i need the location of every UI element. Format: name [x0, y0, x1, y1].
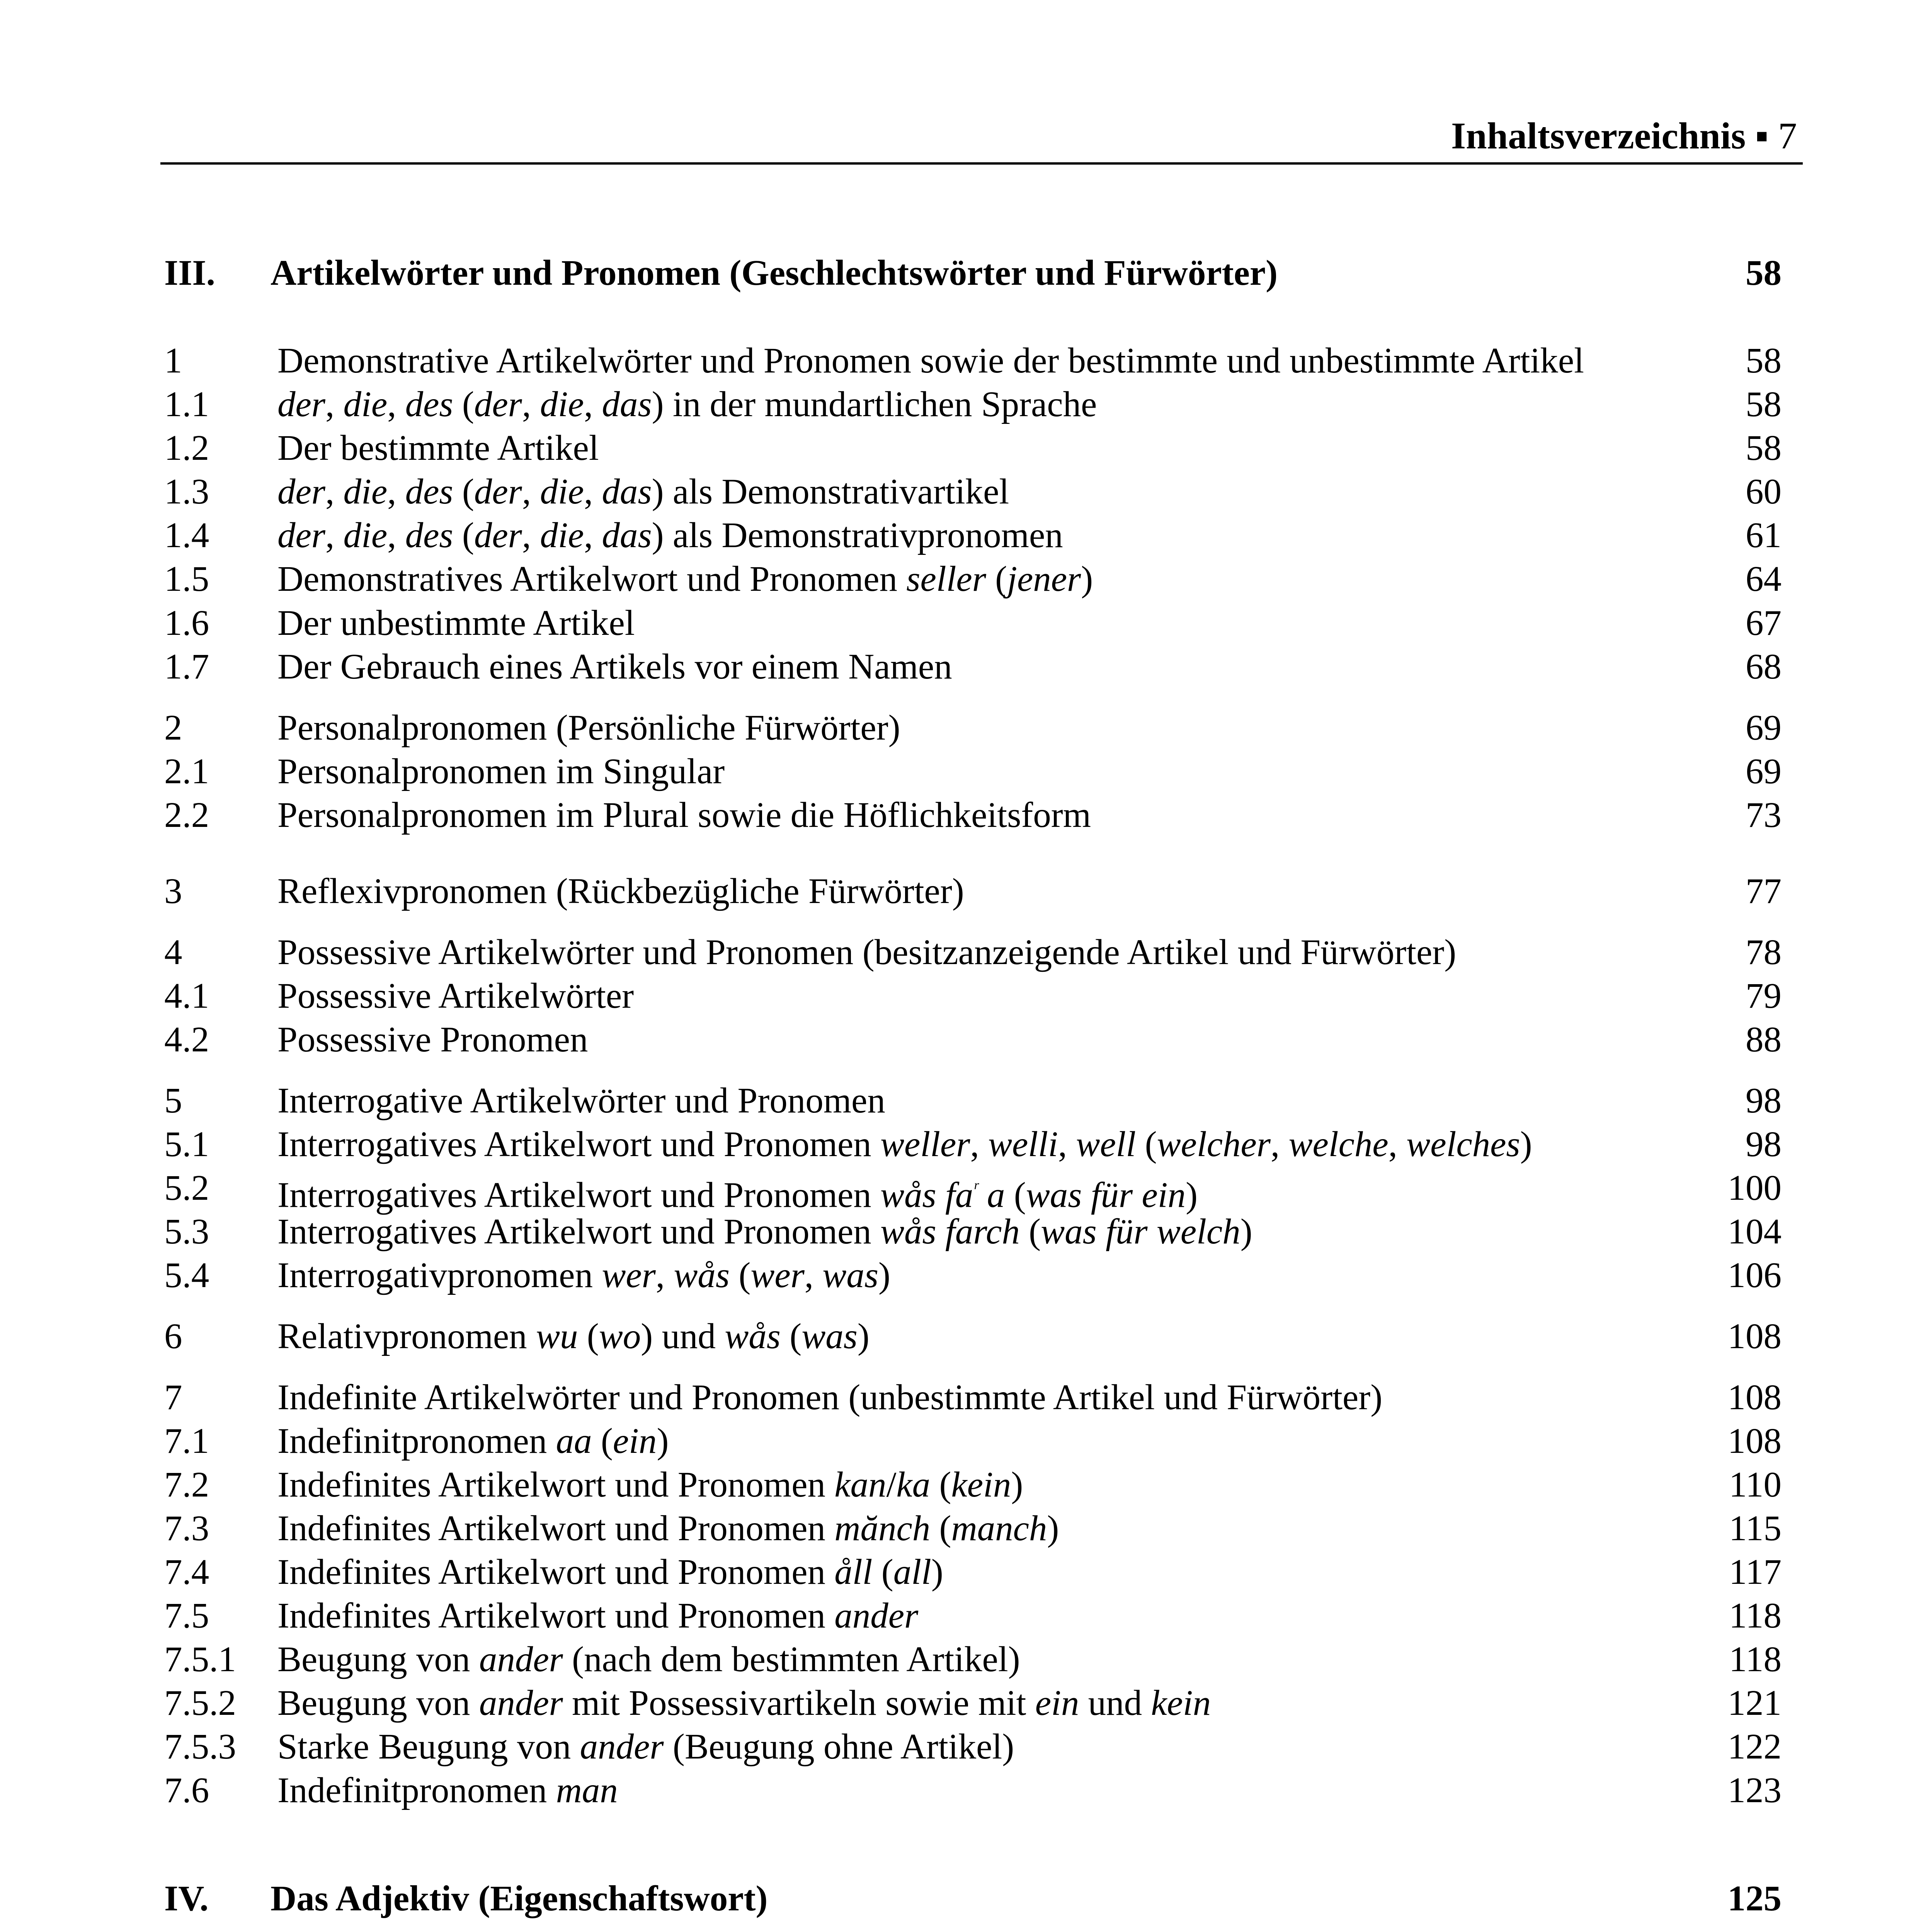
toc-page-number: 108: [1727, 1378, 1782, 1417]
toc-title-text: Indefinites Artikelwort und Pronomen: [277, 1509, 835, 1548]
toc-title-text: (: [453, 472, 474, 512]
toc-number: 1.2: [164, 428, 209, 468]
toc-page-number: 58: [1746, 384, 1782, 424]
toc-title-italic: des: [405, 515, 453, 555]
toc-title-text: Relativpronomen: [277, 1316, 536, 1356]
toc-title-text: (: [578, 1316, 599, 1356]
toc-title-text: ,: [387, 384, 405, 424]
toc-number: 6: [164, 1316, 182, 1356]
toc-number: 5.1: [164, 1124, 209, 1164]
toc-title: [277, 793, 1091, 837]
toc-title-text: ): [657, 1421, 669, 1461]
toc-title-italic: ein: [613, 1421, 657, 1461]
toc-title: [277, 1638, 1020, 1682]
toc-title: [277, 1122, 1532, 1167]
toc-page-number: 108: [1727, 1316, 1782, 1356]
toc-title-text: Interrogatives Artikelwort und Pronomen: [277, 1124, 881, 1164]
toc-page-number: 104: [1727, 1212, 1782, 1252]
toc-number: 4.2: [164, 1020, 209, 1060]
toc-title-text: ) als Demonstrativpronomen: [652, 515, 1063, 555]
toc-entry: [0, 383, 1916, 427]
toc-number: 2.1: [164, 752, 209, 791]
page-number: 7: [1778, 115, 1797, 157]
toc-title-text: Indefinites Artikelwort und Pronomen: [277, 1552, 835, 1592]
toc-title-italic: kan: [834, 1465, 887, 1505]
toc-entry: [0, 869, 1916, 913]
toc-title-text: /: [886, 1465, 897, 1505]
toc-title-text: Indefinites Artikelwort und Pronomen: [277, 1596, 835, 1636]
toc-title-text: Interrogatives Artikelwort und Pronomen: [277, 1175, 881, 1215]
toc-title: [277, 1507, 1059, 1551]
toc-title-text: ,: [325, 515, 344, 555]
toc-title-italic: was: [801, 1316, 858, 1356]
toc-entry: [0, 1769, 1916, 1813]
toc-title-italic: wås: [725, 1316, 781, 1356]
toc-title-italic: der: [474, 384, 522, 424]
toc-title-text: Personalpronomen im Plural sowie die Höflichkeitsform: [277, 795, 1091, 835]
toc-number: 7.5.3: [164, 1727, 236, 1767]
toc-section-heading: [0, 1877, 1916, 1921]
toc-number: 7.5.1: [164, 1639, 236, 1679]
toc-title: [277, 470, 1009, 514]
toc-title-text: Possessive Artikelwörter: [277, 976, 634, 1016]
toc-title-text: ): [931, 1552, 943, 1592]
toc-title-text: ) in der mundartlichen Sprache: [652, 384, 1097, 424]
toc-number: 7.1: [164, 1421, 209, 1461]
toc-title-text: (: [1005, 1175, 1026, 1215]
toc-entry: [0, 750, 1916, 794]
toc-page-number: 122: [1727, 1727, 1782, 1767]
toc-title-text: (: [930, 1509, 951, 1548]
toc-title-text: ,: [804, 1255, 823, 1295]
toc-number: 1: [164, 341, 182, 381]
toc-entry: [0, 514, 1916, 558]
toc-title-italic: wås fa: [880, 1175, 973, 1215]
toc-title: [277, 557, 1093, 601]
toc-entry: [0, 1315, 1916, 1359]
toc-entry: [0, 1079, 1916, 1123]
toc-number: 7: [164, 1378, 182, 1417]
toc-title-italic: die: [540, 384, 584, 424]
toc-entry: [0, 706, 1916, 750]
toc-title-italic: der: [474, 515, 522, 555]
toc-title: [277, 426, 599, 470]
toc-title-text: ,: [387, 515, 405, 555]
running-head-separator: ▪: [1755, 115, 1769, 157]
toc-number: 7.2: [164, 1465, 209, 1505]
toc-title: [271, 251, 1278, 295]
toc-title-italic: welches: [1406, 1124, 1520, 1164]
toc-title-text: ): [1047, 1509, 1059, 1548]
toc-title-text: Das Adjektiv (Eigenschaftswort): [271, 1879, 768, 1918]
toc-title-text: (nach dem bestimmten Artikel): [563, 1639, 1020, 1679]
toc-title-italic: man: [556, 1770, 618, 1810]
toc-title-text: ,: [522, 515, 540, 555]
toc-title-text: (: [930, 1465, 951, 1505]
toc-page-number: 110: [1729, 1465, 1782, 1505]
toc-title-italic: aa: [556, 1421, 592, 1461]
toc-title: [277, 1681, 1211, 1725]
toc-title-text: ): [1520, 1124, 1532, 1164]
toc-title-text: Indefinitpronomen: [277, 1421, 556, 1461]
toc-page-number: 98: [1746, 1124, 1782, 1164]
toc-title: [277, 869, 964, 913]
toc-title-italic: mănch: [834, 1509, 931, 1548]
toc-title-text: und: [1079, 1683, 1151, 1723]
toc-page-number: 125: [1727, 1879, 1782, 1918]
toc-title-italic: was für welch: [1041, 1212, 1240, 1252]
toc-title-italic: ʳ: [973, 1176, 978, 1200]
toc-title: [277, 1550, 943, 1594]
toc-number: 1.5: [164, 559, 209, 599]
toc-number: 5.4: [164, 1255, 209, 1295]
toc-title: [277, 1210, 1252, 1254]
toc-title-italic: der: [277, 515, 325, 555]
toc-title-italic: kein: [1151, 1683, 1211, 1723]
toc-title-italic: des: [405, 384, 453, 424]
toc-page-number: 115: [1729, 1509, 1782, 1548]
toc-title-italic: welcher: [1157, 1124, 1271, 1164]
running-head-title: Inhaltsverzeichnis: [1451, 115, 1746, 157]
toc-entry: [0, 1166, 1916, 1215]
toc-title-italic: was für ein: [1026, 1175, 1186, 1215]
toc-title-text: Interrogatives Artikelwort und Pronomen: [277, 1212, 881, 1252]
toc-title-text: ,: [1388, 1124, 1407, 1164]
toc-number: IV.: [164, 1879, 209, 1918]
toc-entry: [0, 1253, 1916, 1298]
toc-title-italic: well: [1076, 1124, 1136, 1164]
toc-title-italic: kein: [951, 1465, 1011, 1505]
toc-entry: [0, 1376, 1916, 1420]
toc-entry: [0, 1594, 1916, 1638]
toc-entry: [0, 1018, 1916, 1062]
toc-title-italic: die: [540, 472, 584, 512]
toc-page-number: 98: [1746, 1081, 1782, 1121]
toc-title: [277, 1376, 1382, 1420]
toc-title-italic: wu: [536, 1316, 578, 1356]
toc-title: [277, 601, 635, 645]
toc-title-text: (: [592, 1421, 613, 1461]
toc-title-text: Interrogativpronomen: [277, 1255, 602, 1295]
toc-page-number: 79: [1746, 976, 1782, 1016]
toc-number: 5: [164, 1081, 182, 1121]
toc-title-text: ,: [325, 472, 344, 512]
toc-title-text: ,: [584, 472, 602, 512]
toc-title: [277, 1463, 1023, 1507]
toc-page-number: 73: [1746, 795, 1782, 835]
toc-title-text: ): [1240, 1212, 1252, 1252]
toc-number: 1.4: [164, 515, 209, 555]
toc-title-text: Reflexivpronomen (Rückbezügliche Fürwörter): [277, 871, 964, 911]
toc-title-text: mit Possessivartikeln sowie mit: [563, 1683, 1035, 1723]
toc-title-italic: die: [343, 472, 388, 512]
toc-title-text: Artikelwörter und Pronomen (Geschlechtswörter und Fürwörter): [271, 253, 1278, 293]
toc-title-text: ,: [1270, 1124, 1289, 1164]
toc-title-text: Demonstratives Artikelwort und Pronomen: [277, 559, 907, 599]
toc-title-text: Personalpronomen im Singular: [277, 752, 725, 791]
toc-section-heading: [0, 251, 1916, 295]
toc-title-italic: ander: [580, 1727, 664, 1767]
toc-title-text: (: [780, 1316, 802, 1356]
toc-number: 1.3: [164, 472, 209, 512]
toc-page-number: 121: [1727, 1683, 1782, 1723]
toc-page-number: 67: [1746, 603, 1782, 643]
toc-title: [277, 1769, 618, 1813]
toc-entry: [0, 1210, 1916, 1254]
toc-number: 7.4: [164, 1552, 209, 1592]
toc-title: [277, 1725, 1014, 1769]
toc-title: [277, 383, 1097, 427]
toc-title-text: Possessive Artikelwörter und Pronomen (besitzanzeigende Artikel und Fürwörter): [277, 932, 1457, 972]
toc-title: [277, 645, 952, 689]
toc-number: 5.3: [164, 1212, 209, 1252]
toc-page-number: 69: [1746, 708, 1782, 748]
toc-entry: [0, 1725, 1916, 1769]
toc-title-italic: ein: [1035, 1683, 1079, 1723]
toc-entry: [0, 793, 1916, 837]
toc-title-italic: jener: [1007, 559, 1081, 599]
toc-title-italic: die: [540, 515, 584, 555]
toc-title-text: ,: [522, 472, 540, 512]
toc-title-text: ,: [387, 472, 405, 512]
toc-page-number: 58: [1746, 253, 1782, 293]
toc-title-text: ,: [970, 1124, 988, 1164]
toc-title-italic: die: [343, 515, 388, 555]
toc-title-italic: das: [602, 472, 652, 512]
toc-number: 3: [164, 871, 182, 911]
toc-title-text: ,: [1058, 1124, 1076, 1164]
toc-title-italic: a: [978, 1175, 1005, 1215]
toc-entry: [0, 974, 1916, 1018]
toc-entry: [0, 930, 1916, 975]
toc-title: [277, 339, 1584, 383]
toc-entry: [0, 1550, 1916, 1594]
toc-title-text: Personalpronomen (Persönliche Fürwörter): [277, 708, 900, 748]
toc-number: 2.2: [164, 795, 209, 835]
toc-title-italic: der: [277, 384, 325, 424]
toc-entry: [0, 1638, 1916, 1682]
toc-title-italic: die: [343, 384, 388, 424]
toc-entry: [0, 1507, 1916, 1551]
toc-title-text: Der bestimmte Artikel: [277, 428, 599, 468]
toc-title-text: ): [1186, 1175, 1198, 1215]
toc-title-text: ,: [584, 515, 602, 555]
toc-title-text: ,: [522, 384, 540, 424]
toc-title-italic: wer: [750, 1255, 805, 1295]
toc-title-italic: das: [602, 515, 652, 555]
toc-entry: [0, 601, 1916, 645]
toc-title-italic: seller: [906, 559, 986, 599]
toc-title-text: Beugung von: [277, 1639, 479, 1679]
toc-title-italic: ka: [896, 1465, 931, 1505]
toc-title-italic: ander: [479, 1683, 563, 1723]
toc-title-text: (: [453, 515, 474, 555]
toc-number: 4: [164, 932, 182, 972]
toc-page-number: 108: [1727, 1421, 1782, 1461]
toc-title-italic: wo: [599, 1316, 641, 1356]
toc-title-text: (: [986, 559, 1007, 599]
toc-title-italic: wer: [602, 1255, 656, 1295]
toc-title-italic: das: [602, 384, 652, 424]
toc-title: [277, 1079, 885, 1123]
toc-entry: [0, 470, 1916, 514]
toc-title-text: ): [1081, 559, 1093, 599]
toc-title-text: Demonstrative Artikelwörter und Pronomen sowie der bestimmte und unbestimmte Artikel: [277, 341, 1584, 381]
toc-title-italic: welli: [988, 1124, 1058, 1164]
toc-page-number: 106: [1727, 1255, 1782, 1295]
toc-title-italic: all: [893, 1552, 931, 1592]
toc-title-text: (: [453, 384, 474, 424]
toc-title-text: ) und: [641, 1316, 725, 1356]
toc-title-italic: des: [405, 472, 453, 512]
toc-title-italic: welche: [1288, 1124, 1389, 1164]
toc-page-number: 77: [1746, 871, 1782, 911]
toc-page-number: 117: [1729, 1552, 1782, 1592]
toc-number: 4.1: [164, 976, 209, 1016]
toc-page-number: 58: [1746, 341, 1782, 381]
toc-title-text: ): [878, 1255, 891, 1295]
toc-number: 1.7: [164, 647, 209, 687]
toc-number: 7.6: [164, 1770, 209, 1810]
toc-page-number: 118: [1729, 1596, 1782, 1636]
toc-page-number: 64: [1746, 559, 1782, 599]
toc-title-text: ,: [584, 384, 602, 424]
toc-page-number: 78: [1746, 932, 1782, 972]
toc-entry: [0, 1681, 1916, 1725]
toc-number: 1.1: [164, 384, 209, 424]
toc-title-text: ,: [325, 384, 344, 424]
toc-entry: [0, 1122, 1916, 1167]
toc-title: [277, 1419, 669, 1463]
toc-entry: [0, 1419, 1916, 1463]
toc-title: [277, 750, 725, 794]
toc-title-text: Der unbestimmte Artikel: [277, 603, 635, 643]
toc-title-text: (: [730, 1255, 751, 1295]
toc-number: 1.6: [164, 603, 209, 643]
toc-title-text: Beugung von: [277, 1683, 479, 1723]
toc-page-number: 100: [1727, 1168, 1782, 1208]
toc-title-italic: was: [822, 1255, 879, 1295]
toc-title-italic: weller: [880, 1124, 970, 1164]
toc-number: 7.5: [164, 1596, 209, 1636]
toc-number: 7.3: [164, 1509, 209, 1548]
toc-entry: [0, 339, 1916, 383]
toc-title: [277, 930, 1456, 975]
toc-title-italic: der: [277, 472, 325, 512]
toc-number: 2: [164, 708, 182, 748]
toc-title-italic: der: [474, 472, 522, 512]
toc-title-italic: ander: [834, 1596, 919, 1636]
toc-title-text: ,: [655, 1255, 674, 1295]
toc-title-text: (Beugung ohne Artikel): [664, 1727, 1014, 1767]
toc-number: III.: [164, 253, 215, 293]
toc-title: [277, 706, 900, 750]
toc-page-number: 61: [1746, 515, 1782, 555]
toc-entry: [0, 1463, 1916, 1507]
toc-title-text: Indefinitpronomen: [277, 1770, 556, 1810]
toc-entry: [0, 557, 1916, 601]
toc-title-text: Interrogative Artikelwörter und Pronomen: [277, 1081, 885, 1121]
toc-title-text: ): [1011, 1465, 1023, 1505]
toc-page-number: 88: [1746, 1020, 1782, 1060]
toc-page-number: 58: [1746, 428, 1782, 468]
toc-title-text: ) als Demonstrativartikel: [652, 472, 1009, 512]
toc-title-text: ): [857, 1316, 870, 1356]
toc-title-text: Starke Beugung von: [277, 1727, 580, 1767]
toc-title-italic: wås: [674, 1255, 730, 1295]
toc-title-italic: åll: [834, 1552, 873, 1592]
toc-page-number: 60: [1746, 472, 1782, 512]
toc-title: [277, 1018, 588, 1062]
toc-title-text: Indefinite Artikelwörter und Pronomen (unbestimmte Artikel und Fürwörter): [277, 1378, 1383, 1417]
toc-title: [277, 1594, 918, 1638]
toc-number: 7.5.2: [164, 1683, 236, 1723]
toc-title-text: Possessive Pronomen: [277, 1020, 588, 1060]
toc-title-italic: wås farch: [880, 1212, 1020, 1252]
toc-title-italic: ander: [479, 1639, 563, 1679]
toc-page-number: 68: [1746, 647, 1782, 687]
toc-title: [277, 1253, 890, 1298]
toc-entry: [0, 645, 1916, 689]
toc-page-number: 123: [1727, 1770, 1782, 1810]
toc-page-number: 69: [1746, 752, 1782, 791]
toc-title: [271, 1877, 767, 1921]
toc-title-text: (: [872, 1552, 893, 1592]
toc-title-text: Der Gebrauch eines Artikels vor einem Namen: [277, 647, 952, 687]
toc-title-text: (: [1019, 1212, 1041, 1252]
toc-page-number: 118: [1729, 1639, 1782, 1679]
toc-title-italic: manch: [951, 1509, 1047, 1548]
toc-number: 5.2: [164, 1168, 209, 1208]
toc-title: [277, 974, 634, 1018]
toc-title-text: Indefinites Artikelwort und Pronomen: [277, 1465, 835, 1505]
toc-title: [277, 514, 1063, 558]
toc-title: [277, 1315, 870, 1359]
toc-title-text: (: [1136, 1124, 1157, 1164]
toc-entry: [0, 426, 1916, 470]
